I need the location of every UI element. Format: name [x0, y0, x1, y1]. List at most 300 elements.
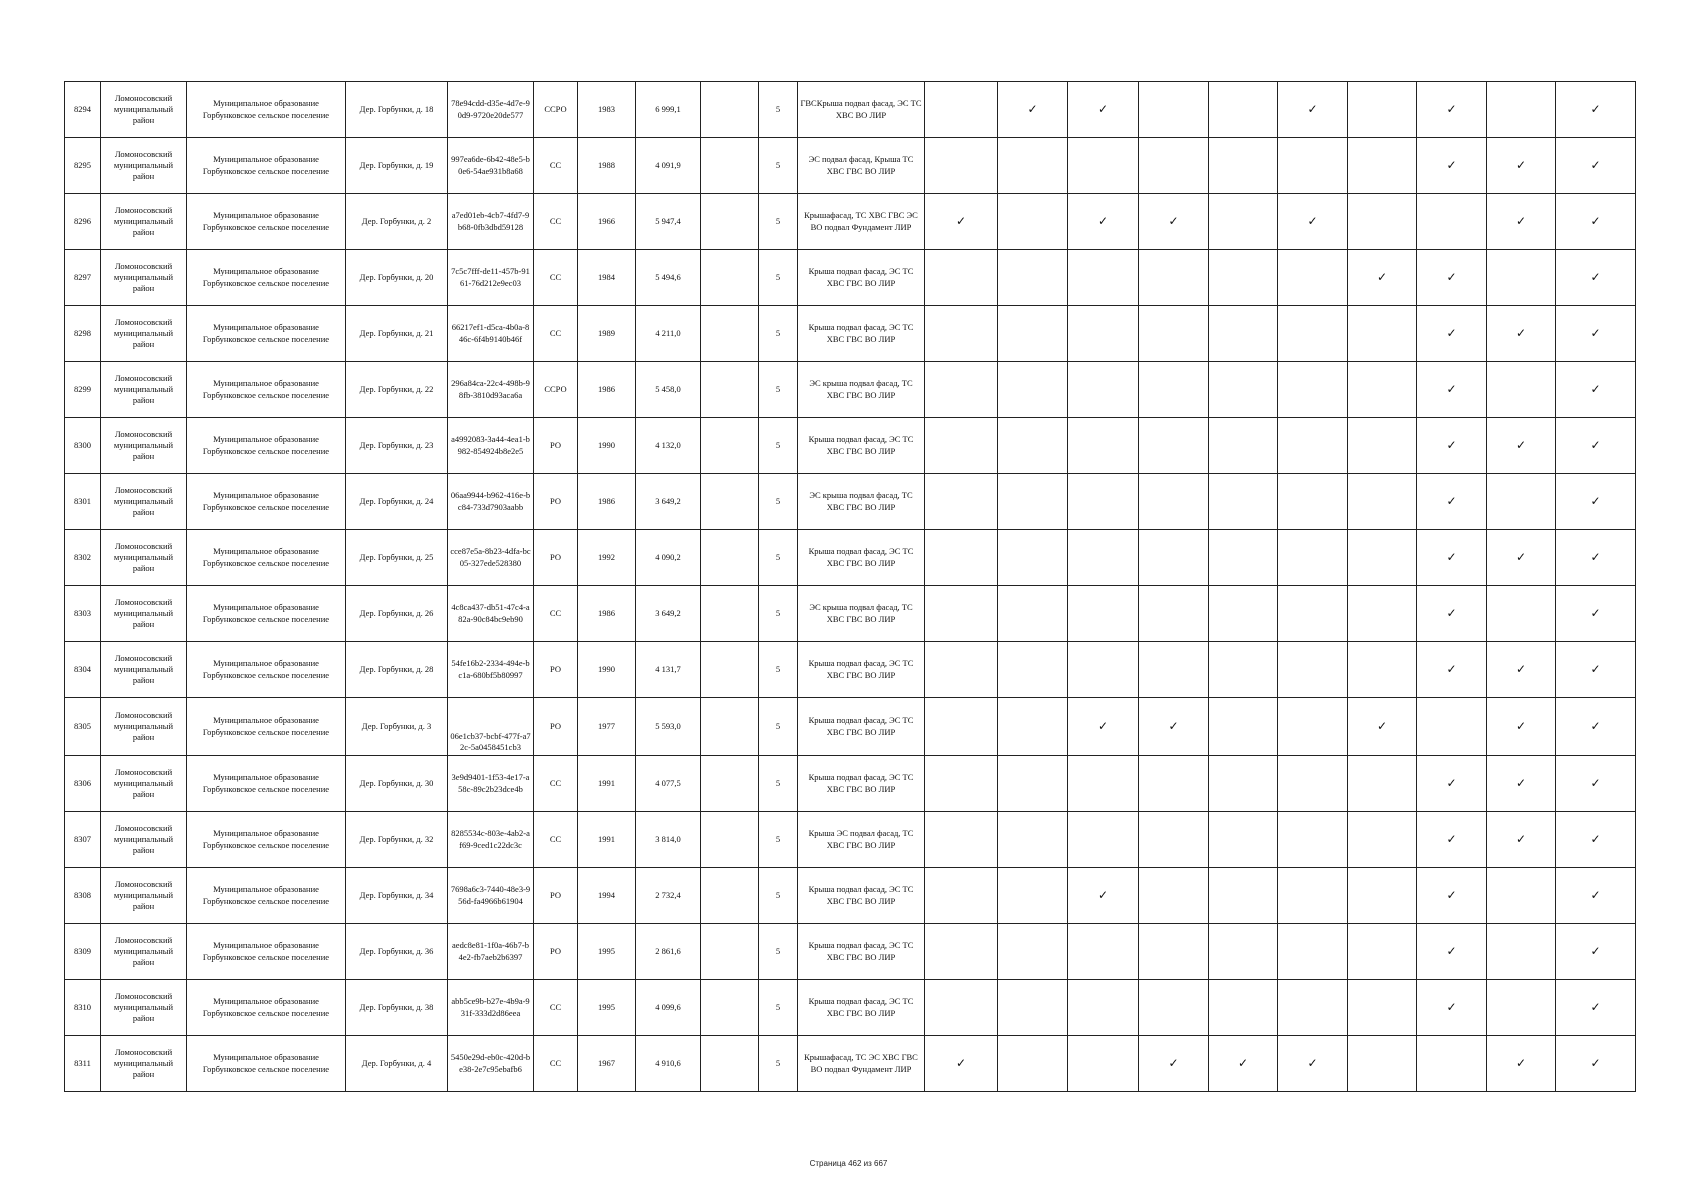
- work-type-cell: [998, 980, 1068, 1036]
- work-type-cell: [1209, 194, 1278, 250]
- guid-cell: 8285534c-803e-4ab2-af69-9ced1c22dc3c: [448, 812, 534, 868]
- district-cell: Ломоносовский муниципальный район: [101, 474, 187, 530]
- work-type-cell: [1209, 642, 1278, 698]
- table-row: [65, 474, 1636, 530]
- wall-material-cell: РО: [534, 474, 578, 530]
- guid-cell: 06e1cb37-bcbf-477f-a72c-5a0458451cb3: [448, 698, 534, 756]
- guid-cell: 997ea6de-6b42-48e5-b0e6-54ae931b8a68: [448, 138, 534, 194]
- work-type-cell: [1278, 924, 1348, 980]
- wall-material-cell: СС: [534, 980, 578, 1036]
- work-type-cell: [1417, 980, 1487, 1036]
- check-icon: ✓: [1515, 718, 1527, 733]
- area-cell: 4 099,6: [636, 980, 701, 1036]
- area-cell: 5 947,4: [636, 194, 701, 250]
- work-type-cell: [998, 194, 1068, 250]
- row-number: 8296: [65, 194, 101, 250]
- district-cell: Ломоносовский муниципальный район: [101, 530, 187, 586]
- work-type-cell: [1209, 868, 1278, 924]
- work-type-cell: [1209, 418, 1278, 474]
- municipality-cell: Муниципальное образование Горбунковское сельское поселение: [187, 82, 346, 138]
- area-cell: 4 910,6: [636, 1036, 701, 1092]
- year-cell: 1988: [578, 138, 636, 194]
- empty-cell: [701, 698, 759, 756]
- floors-cell: 5: [759, 474, 798, 530]
- address-cell: Дер. Горбунки, д. 36: [346, 924, 448, 980]
- work-type-cell: [1417, 474, 1487, 530]
- works-cell: Крыша подвал фасад, ЭС ТС ХВС ГВС ВО ЛИР: [798, 924, 925, 980]
- work-type-cell: [1417, 812, 1487, 868]
- empty-cell: [701, 194, 759, 250]
- row-number: 8309: [65, 924, 101, 980]
- municipality-cell: Муниципальное образование Горбунковское сельское поселение: [187, 924, 346, 980]
- check-icon: ✓: [1027, 101, 1038, 116]
- check-icon: ✓: [1590, 661, 1601, 676]
- work-type-cell: [1278, 586, 1348, 642]
- empty-cell: [701, 474, 759, 530]
- work-type-cell: [1068, 980, 1139, 1036]
- work-type-cell: [1209, 530, 1278, 586]
- floors-cell: 5: [759, 980, 798, 1036]
- work-type-cell: [1068, 924, 1139, 980]
- check-icon: ✓: [1590, 831, 1601, 846]
- guid-cell: 4c8ca437-db51-47c4-a82a-90c84bc9eb90: [448, 586, 534, 642]
- empty-cell: [701, 306, 759, 362]
- area-cell: 2 732,4: [636, 868, 701, 924]
- row-number: 8306: [65, 756, 101, 812]
- district-cell: Ломоносовский муниципальный район: [101, 418, 187, 474]
- check-icon: ✓: [1237, 1055, 1249, 1070]
- work-type-cell: [1417, 642, 1487, 698]
- municipality-cell: Муниципальное образование Горбунковское сельское поселение: [187, 138, 346, 194]
- check-icon: ✓: [1590, 887, 1601, 902]
- work-type-cell: [1139, 474, 1209, 530]
- work-type-cell: [1139, 362, 1209, 418]
- work-type-cell: [1209, 250, 1278, 306]
- municipality-cell: Муниципальное образование Горбунковское сельское поселение: [187, 698, 346, 756]
- work-type-cell: [1487, 1036, 1556, 1092]
- row-number: 8307: [65, 812, 101, 868]
- work-type-cell: [1417, 924, 1487, 980]
- floors-cell: 5: [759, 362, 798, 418]
- area-cell: 5 593,0: [636, 698, 701, 756]
- work-type-cell: [1068, 418, 1139, 474]
- work-type-cell: [1209, 812, 1278, 868]
- floors-cell: 5: [759, 250, 798, 306]
- work-type-cell: [1209, 698, 1278, 756]
- check-icon: ✓: [1446, 943, 1457, 958]
- row-number: 8308: [65, 868, 101, 924]
- year-cell: 1995: [578, 924, 636, 980]
- guid-cell: 296a84ca-22c4-498b-98fb-3810d93aca6a: [448, 362, 534, 418]
- table-row: [65, 138, 1636, 194]
- row-number: 8295: [65, 138, 101, 194]
- address-cell: Дер. Горбунки, д. 24: [346, 474, 448, 530]
- work-type-cell: [1068, 362, 1139, 418]
- work-type-cell: [998, 924, 1068, 980]
- wall-material-cell: СС: [534, 138, 578, 194]
- floors-cell: 5: [759, 868, 798, 924]
- row-number: 8299: [65, 362, 101, 418]
- work-type-cell: [1417, 586, 1487, 642]
- check-icon: ✓: [1590, 101, 1601, 116]
- works-cell: Крыша подвал фасад, ЭС ТС ХВС ГВС ВО ЛИР: [798, 306, 925, 362]
- work-type-cell: [1348, 924, 1417, 980]
- work-type-cell: [1139, 306, 1209, 362]
- work-type-cell: [1487, 418, 1556, 474]
- empty-cell: [701, 250, 759, 306]
- check-icon: ✓: [1376, 269, 1388, 284]
- work-type-cell: [1209, 1036, 1278, 1092]
- municipality-cell: Муниципальное образование Горбунковское сельское поселение: [187, 812, 346, 868]
- municipality-cell: Муниципальное образование Горбунковское сельское поселение: [187, 586, 346, 642]
- check-icon: ✓: [1515, 437, 1527, 452]
- row-number: 8303: [65, 586, 101, 642]
- work-type-cell: [925, 980, 998, 1036]
- address-cell: Дер. Горбунки, д. 18: [346, 82, 448, 138]
- work-type-cell: [1556, 362, 1636, 418]
- work-type-cell: [998, 306, 1068, 362]
- work-type-cell: [1487, 924, 1556, 980]
- municipality-cell: Муниципальное образование Горбунковское сельское поселение: [187, 980, 346, 1036]
- work-type-cell: [1556, 474, 1636, 530]
- work-type-cell: [1348, 530, 1417, 586]
- wall-material-cell: РО: [534, 642, 578, 698]
- work-type-cell: [1556, 138, 1636, 194]
- municipality-cell: Муниципальное образование Горбунковское сельское поселение: [187, 1036, 346, 1092]
- work-type-cell: [1278, 418, 1348, 474]
- district-cell: Ломоносовский муниципальный район: [101, 306, 187, 362]
- work-type-cell: [1139, 812, 1209, 868]
- work-type-cell: [1068, 250, 1139, 306]
- work-type-cell: [1417, 1036, 1487, 1092]
- floors-cell: 5: [759, 530, 798, 586]
- works-cell: Крыша подвал фасад, ЭС ТС ХВС ГВС ВО ЛИР: [798, 418, 925, 474]
- work-type-cell: [1417, 250, 1487, 306]
- row-number: 8298: [65, 306, 101, 362]
- table-row: [65, 530, 1636, 586]
- district-cell: Ломоносовский муниципальный район: [101, 82, 187, 138]
- floors-cell: 5: [759, 756, 798, 812]
- work-type-cell: [1348, 306, 1417, 362]
- wall-material-cell: РО: [534, 868, 578, 924]
- year-cell: 1983: [578, 82, 636, 138]
- work-type-cell: [1556, 1036, 1636, 1092]
- work-type-cell: [1139, 642, 1209, 698]
- work-type-cell: [925, 362, 998, 418]
- guid-cell: 7c5c7fff-de11-457b-9161-76d212e9ec03: [448, 250, 534, 306]
- empty-cell: [701, 980, 759, 1036]
- year-cell: 1966: [578, 194, 636, 250]
- work-type-cell: [1417, 698, 1487, 756]
- year-cell: 1991: [578, 756, 636, 812]
- guid-cell: a7ed01eb-4cb7-4fd7-9b68-0fb3dbd59128: [448, 194, 534, 250]
- work-type-cell: [1278, 756, 1348, 812]
- work-type-cell: [925, 586, 998, 642]
- wall-material-cell: СС: [534, 306, 578, 362]
- work-type-cell: [1348, 698, 1417, 756]
- area-cell: 4 132,0: [636, 418, 701, 474]
- check-icon: ✓: [1590, 325, 1601, 340]
- work-type-cell: [1209, 306, 1278, 362]
- works-cell: Крыша подвал фасад, ЭС ТС ХВС ГВС ВО ЛИР: [798, 698, 925, 756]
- table-row: [65, 418, 1636, 474]
- district-cell: Ломоносовский муниципальный район: [101, 362, 187, 418]
- address-cell: Дер. Горбунки, д. 20: [346, 250, 448, 306]
- check-icon: ✓: [1515, 213, 1527, 228]
- work-type-cell: [998, 1036, 1068, 1092]
- check-icon: ✓: [1515, 775, 1527, 790]
- year-cell: 1977: [578, 698, 636, 756]
- guid-cell: 54fe16b2-2334-494e-bc1a-680bf5b80997: [448, 642, 534, 698]
- check-icon: ✓: [955, 213, 967, 228]
- district-cell: Ломоносовский муниципальный район: [101, 698, 187, 756]
- address-cell: Дер. Горбунки, д. 2: [346, 194, 448, 250]
- work-type-cell: [998, 812, 1068, 868]
- work-type-cell: [925, 194, 998, 250]
- table-row: [65, 250, 1636, 306]
- year-cell: 1967: [578, 1036, 636, 1092]
- municipality-cell: Муниципальное образование Горбунковское сельское поселение: [187, 868, 346, 924]
- table-row: [65, 1036, 1636, 1092]
- check-icon: ✓: [1446, 887, 1457, 902]
- work-type-cell: [1278, 362, 1348, 418]
- district-cell: Ломоносовский муниципальный район: [101, 1036, 187, 1092]
- work-type-cell: [1068, 812, 1139, 868]
- check-icon: ✓: [955, 1055, 967, 1070]
- empty-cell: [701, 418, 759, 474]
- work-type-cell: [1348, 1036, 1417, 1092]
- work-type-cell: [1278, 138, 1348, 194]
- work-type-cell: [1278, 698, 1348, 756]
- work-type-cell: [998, 418, 1068, 474]
- work-type-cell: [1487, 980, 1556, 1036]
- work-type-cell: [1417, 418, 1487, 474]
- work-type-cell: [998, 642, 1068, 698]
- work-type-cell: [1487, 362, 1556, 418]
- guid-cell: 5450e29d-eb0c-420d-be38-2e7c95ebafb6: [448, 1036, 534, 1092]
- check-icon: ✓: [1590, 943, 1601, 958]
- floors-cell: 5: [759, 1036, 798, 1092]
- works-cell: Крыша ЭС подвал фасад, ТС ХВС ГВС ВО ЛИР: [798, 812, 925, 868]
- work-type-cell: [1068, 306, 1139, 362]
- check-icon: ✓: [1590, 437, 1601, 452]
- check-icon: ✓: [1446, 831, 1457, 846]
- check-icon: ✓: [1590, 381, 1601, 396]
- empty-cell: [701, 924, 759, 980]
- table-row: [65, 980, 1636, 1036]
- work-type-cell: [1209, 138, 1278, 194]
- work-type-cell: [1139, 1036, 1209, 1092]
- work-type-cell: [998, 868, 1068, 924]
- area-cell: 5 494,6: [636, 250, 701, 306]
- work-type-cell: [1556, 812, 1636, 868]
- check-icon: ✓: [1097, 718, 1109, 733]
- check-icon: ✓: [1376, 718, 1388, 733]
- row-number: 8305: [65, 698, 101, 756]
- address-cell: Дер. Горбунки, д. 22: [346, 362, 448, 418]
- page-number: Страница 462 из 667: [809, 1159, 888, 1168]
- work-type-cell: [925, 82, 998, 138]
- wall-material-cell: РО: [534, 698, 578, 756]
- check-icon: ✓: [1097, 101, 1109, 116]
- work-type-cell: [1278, 82, 1348, 138]
- floors-cell: 5: [759, 306, 798, 362]
- district-cell: Ломоносовский муниципальный район: [101, 642, 187, 698]
- floors-cell: 5: [759, 194, 798, 250]
- work-type-cell: [1139, 586, 1209, 642]
- work-type-cell: [1487, 868, 1556, 924]
- works-cell: ЭС крыша подвал фасад, ТС ХВС ГВС ВО ЛИР: [798, 362, 925, 418]
- work-type-cell: [1209, 924, 1278, 980]
- work-type-cell: [1209, 474, 1278, 530]
- wall-material-cell: РО: [534, 924, 578, 980]
- year-cell: 1984: [578, 250, 636, 306]
- guid-cell: aedc8e81-1f0a-46b7-b4e2-fb7aeb2b6397: [448, 924, 534, 980]
- work-type-cell: [1278, 868, 1348, 924]
- table-row: [65, 82, 1636, 138]
- address-cell: Дер. Горбунки, д. 38: [346, 980, 448, 1036]
- work-type-cell: [1348, 138, 1417, 194]
- works-cell: Крыша подвал фасад, ЭС ТС ХВС ГВС ВО ЛИР: [798, 756, 925, 812]
- work-type-cell: [1487, 474, 1556, 530]
- work-type-cell: [1139, 418, 1209, 474]
- check-icon: ✓: [1446, 157, 1457, 172]
- district-cell: Ломоносовский муниципальный район: [101, 980, 187, 1036]
- year-cell: 1986: [578, 474, 636, 530]
- district-cell: Ломоносовский муниципальный район: [101, 586, 187, 642]
- municipality-cell: Муниципальное образование Горбунковское сельское поселение: [187, 250, 346, 306]
- work-type-cell: [998, 530, 1068, 586]
- works-cell: Крышафасад, ТС ХВС ГВС ЭС ВО подвал Фундамент ЛИР: [798, 194, 925, 250]
- empty-cell: [701, 82, 759, 138]
- work-type-cell: [998, 586, 1068, 642]
- work-type-cell: [1487, 642, 1556, 698]
- work-type-cell: [1068, 1036, 1139, 1092]
- work-type-cell: [1556, 868, 1636, 924]
- municipality-cell: Муниципальное образование Горбунковское сельское поселение: [187, 642, 346, 698]
- work-type-cell: [1417, 868, 1487, 924]
- work-type-cell: [925, 868, 998, 924]
- guid-cell: cce87e5a-8b23-4dfa-bc05-327ede528380: [448, 530, 534, 586]
- check-icon: ✓: [1097, 887, 1109, 902]
- year-cell: 1994: [578, 868, 636, 924]
- area-cell: 5 458,0: [636, 362, 701, 418]
- work-type-cell: [1139, 868, 1209, 924]
- work-type-cell: [925, 924, 998, 980]
- area-cell: 4 131,7: [636, 642, 701, 698]
- check-icon: ✓: [1590, 1055, 1601, 1070]
- work-type-cell: [925, 250, 998, 306]
- municipality-cell: Муниципальное образование Горбунковское сельское поселение: [187, 530, 346, 586]
- municipality-cell: Муниципальное образование Горбунковское сельское поселение: [187, 194, 346, 250]
- work-type-cell: [1068, 530, 1139, 586]
- check-icon: ✓: [1168, 718, 1179, 733]
- work-type-cell: [1139, 756, 1209, 812]
- table-row: [65, 306, 1636, 362]
- work-type-cell: [1556, 82, 1636, 138]
- area-cell: 3 649,2: [636, 474, 701, 530]
- row-number: 8297: [65, 250, 101, 306]
- work-type-cell: [1487, 194, 1556, 250]
- year-cell: 1992: [578, 530, 636, 586]
- work-type-cell: [1068, 868, 1139, 924]
- work-type-cell: [1139, 530, 1209, 586]
- wall-material-cell: СС: [534, 586, 578, 642]
- work-type-cell: [1139, 924, 1209, 980]
- check-icon: ✓: [1168, 213, 1179, 228]
- work-type-cell: [925, 418, 998, 474]
- address-cell: Дер. Горбунки, д. 25: [346, 530, 448, 586]
- work-type-cell: [925, 642, 998, 698]
- work-type-cell: [1348, 474, 1417, 530]
- work-type-cell: [1068, 138, 1139, 194]
- work-type-cell: [1139, 250, 1209, 306]
- works-cell: Крыша подвал фасад, ЭС ТС ХВС ГВС ВО ЛИР: [798, 868, 925, 924]
- empty-cell: [701, 756, 759, 812]
- work-type-cell: [1278, 1036, 1348, 1092]
- district-cell: Ломоносовский муниципальный район: [101, 868, 187, 924]
- row-number: 8302: [65, 530, 101, 586]
- check-icon: ✓: [1446, 605, 1457, 620]
- year-cell: 1995: [578, 980, 636, 1036]
- work-type-cell: [1278, 642, 1348, 698]
- year-cell: 1986: [578, 586, 636, 642]
- work-type-cell: [1556, 642, 1636, 698]
- work-type-cell: [1348, 642, 1417, 698]
- check-icon: ✓: [1168, 1055, 1179, 1070]
- municipality-cell: Муниципальное образование Горбунковское сельское поселение: [187, 756, 346, 812]
- floors-cell: 5: [759, 138, 798, 194]
- check-icon: ✓: [1307, 101, 1318, 116]
- table-row: [65, 586, 1636, 642]
- address-cell: Дер. Горбунки, д. 23: [346, 418, 448, 474]
- row-number: 8300: [65, 418, 101, 474]
- check-icon: ✓: [1446, 493, 1457, 508]
- work-type-cell: [1348, 362, 1417, 418]
- floors-cell: 5: [759, 812, 798, 868]
- check-icon: ✓: [1590, 775, 1601, 790]
- year-cell: 1986: [578, 362, 636, 418]
- work-type-cell: [925, 530, 998, 586]
- work-type-cell: [925, 1036, 998, 1092]
- work-type-cell: [1556, 418, 1636, 474]
- area-cell: 4 077,5: [636, 756, 701, 812]
- wall-material-cell: РО: [534, 418, 578, 474]
- work-type-cell: [1068, 642, 1139, 698]
- check-icon: ✓: [1515, 661, 1527, 676]
- floors-cell: 5: [759, 642, 798, 698]
- work-type-cell: [1417, 194, 1487, 250]
- table-row: [65, 362, 1636, 418]
- work-type-cell: [1348, 418, 1417, 474]
- check-icon: ✓: [1515, 1055, 1527, 1070]
- check-icon: ✓: [1446, 999, 1457, 1014]
- district-cell: Ломоносовский муниципальный район: [101, 924, 187, 980]
- district-cell: Ломоносовский муниципальный район: [101, 194, 187, 250]
- work-type-cell: [1139, 82, 1209, 138]
- work-type-cell: [1417, 362, 1487, 418]
- table-row: [65, 812, 1636, 868]
- works-cell: Крыша подвал фасад, ЭС ТС ХВС ГВС ВО ЛИР: [798, 530, 925, 586]
- table-row: [65, 698, 1636, 756]
- work-type-cell: [1209, 82, 1278, 138]
- check-icon: ✓: [1590, 718, 1601, 733]
- check-icon: ✓: [1446, 325, 1457, 340]
- work-type-cell: [1556, 586, 1636, 642]
- check-icon: ✓: [1446, 775, 1457, 790]
- wall-material-cell: ССРО: [534, 362, 578, 418]
- work-type-cell: [1209, 586, 1278, 642]
